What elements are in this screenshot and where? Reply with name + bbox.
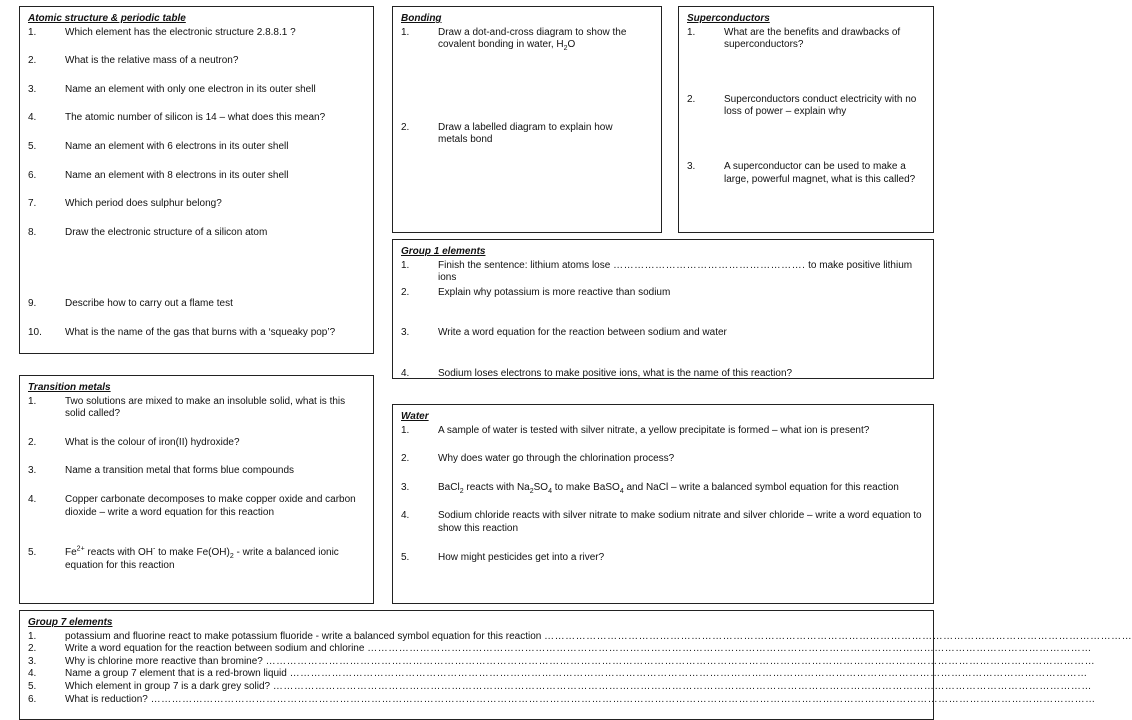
question-item: 3. Name a transition metal that forms blue compounds: [28, 465, 294, 477]
superconductors-title: Superconductors: [687, 13, 770, 24]
atomic-structure-box: [19, 6, 374, 354]
water-title: Water: [401, 411, 429, 422]
question-item: 9. Describe how to carry out a flame test: [28, 298, 233, 310]
transition-metals-box: [19, 375, 374, 604]
group1-box: [392, 239, 934, 379]
group7-box: [19, 610, 1132, 720]
question-item: 5. $Fe^{2+}$ reacts with OH- to make $Fe(OH)_2$ - write a balanced ionic equation for this reaction: [28, 545, 339, 571]
question-item: 3. Write a word equation for the reaction between sodium and water: [401, 327, 727, 339]
question-item: 3. A superconductor can be used to make a large, powerful magnet, what is this called?: [687, 160, 916, 185]
question-item: 8. Draw the electronic structure of a silicon atom: [28, 226, 268, 238]
question-item: 6. Name an element with 8 electrons in its outer shell: [28, 169, 289, 181]
transition-metals-title: Transition metals: [28, 382, 111, 393]
question-item: 3. BaCl$_2$ reacts with $Na_2SO_4$ to make BaSO$_4$ and NaCl – write a balanced symbol equation for this reaction: [401, 481, 899, 495]
question-item: 1. What are the benefits and drawbacks of superconductors?: [687, 26, 901, 51]
question-item: 4. Copper carbonate decomposes to make copper oxide and carbon dioxide – write a word equation for this reaction: [28, 493, 356, 518]
question-item: 5. How might pesticides get into a river?: [401, 551, 605, 563]
question-item: 4. The atomic number of silicon is 14 – what does this mean?: [28, 112, 326, 124]
question-item: 1. potassium and fluorine react to make potassium fluoride - write a balanced symbol equation for this reaction ……………………………………………………………………………………………………………………………………………………: [28, 630, 1132, 642]
group7-questions: [28, 630, 1132, 707]
question-item: 1. A sample of water is tested with silver nitrate, a yellow precipitate is formed – what ion is present?: [401, 424, 870, 436]
question-item: 4. Sodium loses electrons to make positive ions, what is the name of this reaction?: [401, 367, 793, 379]
question-item: 2. Explain why potassium is more reactive than sodium: [401, 286, 671, 298]
question-item: 2. Why does water go through the chlorination process?: [401, 453, 675, 465]
group7-title: Group 7 elements: [28, 617, 113, 628]
question-item: 5. Name an element with 6 electrons in its outer shell: [28, 140, 289, 152]
question-item: 5. Which element in group 7 is a dark grey solid? ………………………………………………………………………………………………………………………………………………………………………………………………………………: [28, 680, 1092, 692]
transition-metals-questions: [28, 396, 365, 573]
water-box: [392, 404, 934, 604]
question-item: 2. Superconductors conduct electricity with no loss of power – explain why: [687, 93, 917, 118]
question-item: 4. Name a group 7 element that is a red-brown liquid …………………………………………………………………………………………………………………………………………………………………………………………………………: [28, 668, 1088, 680]
bonding-questions: [401, 27, 653, 147]
question-item: 10. What is the name of the gas that burns with a ‘squeaky pop’?: [28, 326, 336, 338]
question-item: 2. Draw a labelled diagram to explain how metals bond: [401, 121, 613, 146]
question-item: 2. What is the relative mass of a neutron?: [28, 55, 239, 67]
question-item: 1. Finish the sentence: lithium atoms lose ………………………………………………. to make positive lithium ions: [401, 259, 913, 284]
group1-questions: [401, 260, 925, 381]
atomic-structure-title: Atomic structure & periodic table: [28, 13, 186, 24]
atomic-structure-questions: [28, 27, 365, 340]
question-item: 1. Two solutions are mixed to make an insoluble solid, what is this solid called?: [28, 395, 346, 420]
superconductors-box: [678, 6, 934, 233]
question-item: 2. What is the colour of iron(II) hydroxide?: [28, 436, 240, 448]
water-questions: [401, 425, 925, 565]
question-item: 1. Draw a dot-and-cross diagram to show the covalent bonding in water, $H_2O$: [401, 26, 627, 53]
superconductors-questions: [687, 27, 925, 187]
group1-title: Group 1 elements: [401, 246, 486, 257]
question-item: 2. Write a word equation for the reaction between sodium and chlorine ………………………………………………………………………………………………………………………………………………………………………………………: [28, 643, 1092, 655]
question-item: 6. What is reduction? ………………………………………………………………………………………………………………………………………………………………………………………………………………………………………………: [28, 693, 1096, 705]
question-item: 7. Which period does sulphur belong?: [28, 198, 222, 210]
bonding-title: Bonding: [401, 13, 442, 24]
question-item: 3. Why is chlorine more reactive than bromine? …………………………………………………………………………………………………………………………………………………………………………………………………………………: [28, 655, 1096, 667]
bonding-box: [392, 6, 662, 233]
question-item: 1. Which element has the electronic structure 2.8.8.1 ?: [28, 26, 296, 38]
question-item: 3. Name an element with only one electron in its outer shell: [28, 83, 316, 95]
question-item: 4. Sodium chloride reacts with silver nitrate to make sodium nitrate and silver chloride – write a word equation to show this reaction: [401, 510, 922, 534]
